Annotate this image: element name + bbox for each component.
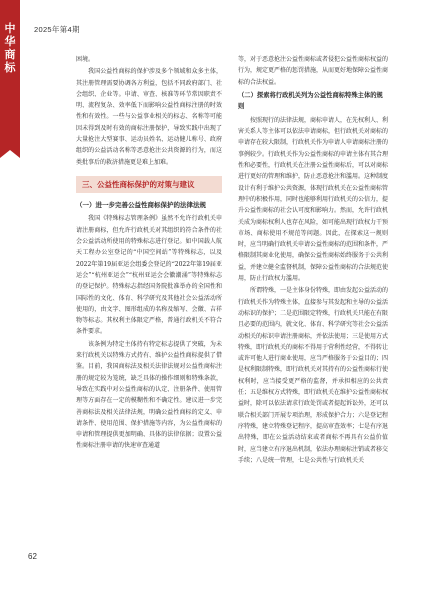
masthead-char: 中 xyxy=(4,22,16,35)
masthead-band xyxy=(0,0,20,150)
page-number: 62 xyxy=(28,552,37,561)
masthead-strip xyxy=(0,0,28,150)
masthead-band-tip xyxy=(0,150,20,158)
paragraph: 困境。 xyxy=(76,56,95,63)
paragraph: 按照现行的法律法规，商标申请人，在先权利人、利害关系人等主体可以依法申请商标，但行政机关对商标的申请存在较大限制，行政机关作为申请人申请商标注册的事例较少。行政机关作为公益性商标的申请主体有其合理性和必要性，行政机关在注册公益性商标后，可以对商标进行更好的管理和维护，防止恶意抢注和滥用。这种制度设计有利于维护公共资源，体现行政机关在公益性商标管理中的积极作用，同时也能够利用行政机关的公信力，提升公益性商标的社会认可度和影响力。然而，允许行政机关成为商标权利人也存在风险，如可能出现行政权力干预市场、商标使用不规范等问题。因此，在探索这一规则时，应当明确行政机关申请公益性商标的范围和条件，严格限制其商业化使用，确保公益性商标始终服务于公共利益，并建立健全监督机制，保障公益性商标的合法规范使用，防止行政权力滥用。 xyxy=(238,116,389,283)
paragraph: 该条例为特定主体持有特定标志提供了突破，为未来行政机关以特殊方式持有、维护公益性商标提供了借鉴。目前，我国商标法及相关法律法规对公益性商标注册的规定较为笼统，缺乏具体的操作细则和特殊条款，导致在实践中对公益性商标的认定、注册条件、使用管理等方面存在一定的模糊性和不确定性。建议进一步完善商标法及相关法律法规，明确公益性商标的定义、申请条件、使用范围、保护措施等内容，为公益性商标的申请和管理提供更加明确、具体的法律依据；设置公益性商标注册申请的快速审查通道 xyxy=(76,340,222,450)
masthead-char: 标 xyxy=(4,61,16,74)
paragraph: 等，对于恶意抢注公益性商标或者侵犯公益性商标权益的行为，规定更严格的惩罚措施，从而更好地保障公益性商标的合法权益。 xyxy=(238,56,389,86)
subsection-heading: （一）进一步完善公益性商标保护的法律法规 xyxy=(76,201,206,209)
issue-label: 2025年第4期 xyxy=(34,25,80,34)
section-heading: 三、公益性商标保护的对策与建议 xyxy=(76,176,222,193)
masthead-char: 商 xyxy=(4,48,16,61)
paragraph: 所谓特殊，一是主体身份特殊，即由发起公益活动的行政机关作为特殊主体，直接参与其发起和主导的公益活动标识的保护；二是范围限定特殊，行政机关只能在有限且必要的范围内，就文化、体育、科学研究等社会公益活动相关的标识申请注册商标，并依法使用；三是使用方式特殊，即行政机关的商标不得用于营利性经营，不得转让或许可他人进行商业使用，应当严格服务于公益目的；四是权利限制特殊，即行政机关对其持有的公益性商标行使权利时，应当接受更严格的监督，并承担相应的公共责任；五是维权方式特殊，即行政机关在维护公益性商标权益时，除可以依法请求行政处罚或者提起诉讼外，还可以联合相关部门开展专项治理，形成保护合力；六是登记程序特殊，建立特殊登记程序，提高审查效率；七是有序退出特殊，即在公益活动结束或者商标不再具有公益价值时，应当建立有序退出机制，依法办理商标注销或者移交手续；八是统一管理，七是公共性与行政机关关 xyxy=(238,287,389,464)
right-column xyxy=(238,54,388,466)
masthead-vertical-title xyxy=(0,22,20,74)
subsection-heading: （二）探索将行政机关列为公益性商标特殊主体的规则 xyxy=(238,91,383,111)
left-column xyxy=(76,54,222,452)
paragraph: 我国公益性商标的保护涉及多个领域和众多主体，其注册管理需要协调各方利益，包括不同政府部门、社会组织、企业等。申请、审查、核准等环节常因职责不明、流程复杂、效率低下而影响公益性商标注册的时效性和有效性。一些与公益事业相关的标志、名称等可能因未得到及时有效的商标注册保护，导致实践中出现了大量抢注大型赛事、运动员姓名、运动健儿称号、政府组织的公益活动名称等恶意抢注公共资源的行为，而这类批事后的救济措施更是难上加难。 xyxy=(76,68,222,166)
masthead-char: 华 xyxy=(4,35,16,48)
paragraph: 我国《特殊标志管理条例》虽然不允许行政机关申请注册商标，但允许行政机关对其组织的符合条件的社会公益活动所使用的特殊标志进行登记。如中国载人航天工程办公室登记的“中国空间站”等特殊标志，以及2022年第19届亚运会组委会登记的“2022年第19届亚运会”“杭州亚运会”“杭州亚运会会徽潮涌”等特殊标志的登记保护。特殊标志指经国务院批准举办的全国性和国际性的文化、体育、科学研究及其他社会公益活动所使用的，由文字、图形组成的名称及缩写、会徽、吉祥物等标志。其权利主体限定严格，普通行政机关不符合条件要求。 xyxy=(76,215,222,336)
